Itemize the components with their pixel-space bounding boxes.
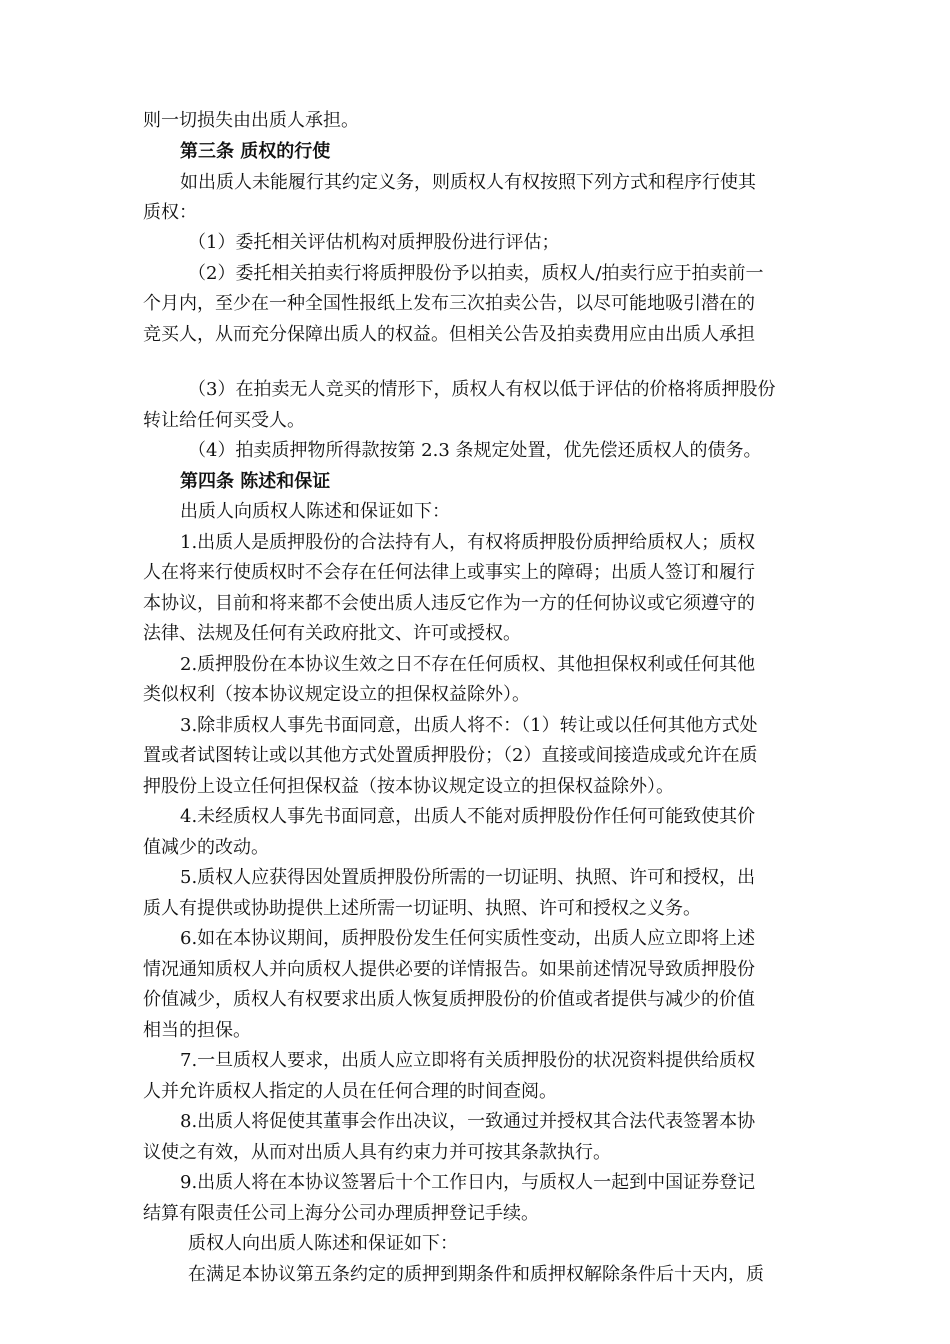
text-line: 质权人向出质人陈述和保证如下： bbox=[188, 1233, 458, 1254]
text-line: 个月内，至少在一种全国性报纸上发布三次拍卖公告，以尽可能地吸引潜在的 bbox=[143, 293, 755, 314]
text-line: 相当的担保。 bbox=[143, 1020, 251, 1041]
list-item: 5.质权人应获得因处置质押股份所需的一切证明、执照、许可和授权，出 bbox=[180, 867, 756, 888]
text-line: 质权： bbox=[143, 202, 197, 223]
text-line: 价值减少，质权人有权要求出质人恢复质押股份的价值或者提供与减少的价值 bbox=[143, 989, 755, 1010]
text-line: 则一切损失由出质人承担。 bbox=[143, 110, 359, 131]
text-line: 情况通知质权人并向质权人提供必要的详情报告。如果前述情况导致质押股份 bbox=[143, 959, 755, 980]
text-line: 法律、法规及任何有关政府批文、许可或授权。 bbox=[143, 623, 521, 644]
text-line: 质人有提供或协助提供上述所需一切证明、执照、许可和授权之义务。 bbox=[143, 898, 701, 919]
list-item: 7.一旦质权人要求，出质人应立即将有关质押股份的状况资料提供给质权 bbox=[180, 1050, 756, 1071]
section-heading: 第四条 陈述和保证 bbox=[180, 471, 331, 492]
text-line: 值减少的改动。 bbox=[143, 837, 269, 858]
text-line: 结算有限责任公司上海分公司办理质押登记手续。 bbox=[143, 1203, 539, 1224]
text-line: 置或者试图转让或以其他方式处置质押股份；（2）直接或间接造成或允许在质 bbox=[143, 745, 758, 766]
list-item: 9.出质人将在本协议签署后十个工作日内，与质权人一起到中国证券登记 bbox=[180, 1172, 756, 1193]
text-line: 本协议，目前和将来都不会使出质人违反它作为一方的任何协议或它须遵守的 bbox=[143, 593, 755, 614]
text-line: 转让给任何买受人。 bbox=[143, 410, 305, 431]
list-item: 8.出质人将促使其董事会作出决议，一致通过并授权其合法代表签署本协 bbox=[180, 1111, 756, 1132]
text-line: 在满足本协议第五条约定的质押到期条件和质押权解除条件后十天内，质 bbox=[188, 1264, 764, 1285]
text-line: 出质人向质权人陈述和保证如下： bbox=[180, 501, 450, 522]
list-item: （2）委托相关拍卖行将质押股份予以拍卖，质权人/拍卖行应于拍卖前一 bbox=[188, 263, 764, 284]
text-line: 人并允许质权人指定的人员在任何合理的时间查阅。 bbox=[143, 1081, 557, 1102]
text-line: 如出质人未能履行其约定义务，则质权人有权按照下列方式和程序行使其 bbox=[180, 172, 756, 193]
list-item: （1）委托相关评估机构对质押股份进行评估； bbox=[188, 232, 560, 253]
text-line: 人在将来行使质权时不会存在任何法律上或事实上的障碍；出质人签订和履行 bbox=[143, 562, 755, 583]
text-line: 议使之有效，从而对出质人具有约束力并可按其条款执行。 bbox=[143, 1142, 611, 1163]
list-item: （3）在拍卖无人竞买的情形下，质权人有权以低于评估的价格将质押股份 bbox=[188, 379, 776, 400]
text-line: 类似权利（按本协议规定设立的担保权益除外）。 bbox=[143, 684, 530, 705]
list-item: 6.如在本协议期间，质押股份发生任何实质性变动，出质人应立即将上述 bbox=[180, 928, 756, 949]
list-item: 1.出质人是质押股份的合法持有人，有权将质押股份质押给质权人；质权 bbox=[180, 532, 756, 553]
list-item: 4.未经质权人事先书面同意，出质人不能对质押股份作任何可能致使其价 bbox=[180, 806, 756, 827]
text-line: 押股份上设立任何担保权益（按本协议规定设立的担保权益除外）。 bbox=[143, 776, 674, 797]
list-item: （4）拍卖质押物所得款按第 2.3 条规定处置，优先偿还质权人的债务。 bbox=[188, 440, 762, 461]
text-line: 竞买人，从而充分保障出质人的权益。但相关公告及拍卖费用应由出质人承担 bbox=[143, 324, 755, 345]
list-item: 3.除非质权人事先书面同意，出质人将不：（1）转让或以任何其他方式处 bbox=[180, 715, 758, 736]
list-item: 2.质押股份在本协议生效之日不存在任何质权、其他担保权利或任何其他 bbox=[180, 654, 756, 675]
section-heading: 第三条 质权的行使 bbox=[180, 141, 331, 162]
